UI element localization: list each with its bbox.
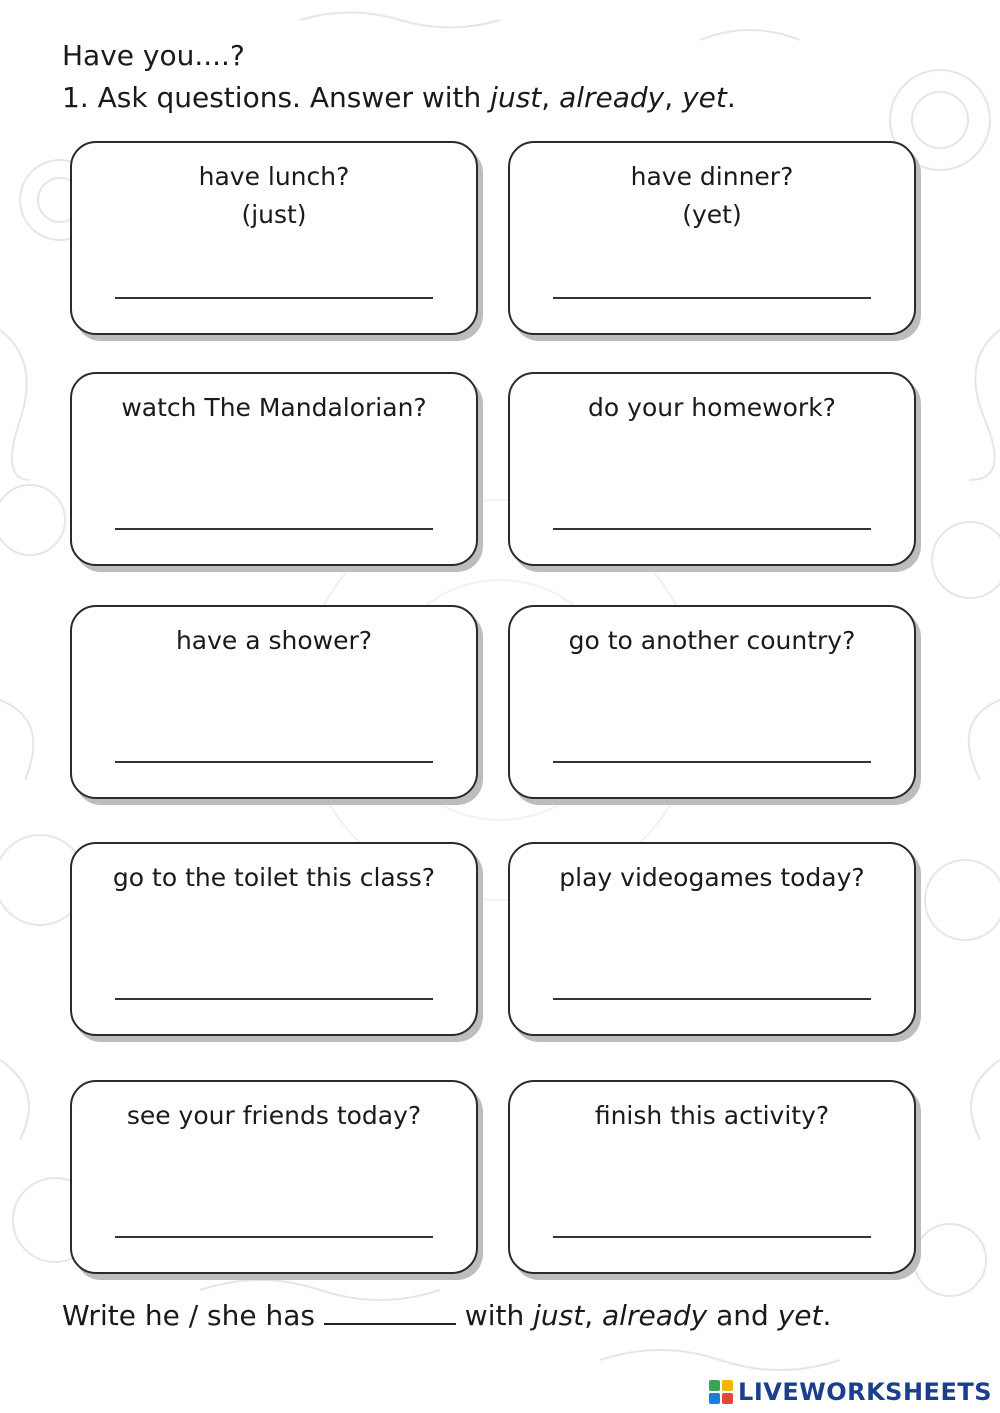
instruction-sep: ,	[541, 81, 560, 114]
answer-line[interactable]	[553, 1236, 871, 1238]
footer-middle: with	[455, 1299, 534, 1332]
card-question: have dinner?	[630, 162, 794, 191]
card-hint: (just)	[241, 200, 307, 229]
question-card	[508, 141, 916, 335]
footer-prefix: Write he / she has	[62, 1299, 324, 1332]
card-question: play videogames today?	[559, 863, 865, 892]
card-question: have a shower?	[175, 626, 373, 655]
question-card	[508, 605, 916, 799]
instruction-word-yet: yet	[682, 81, 727, 114]
footer-and: and	[707, 1299, 778, 1332]
liveworksheets-logo-icon	[708, 1379, 734, 1405]
question-card	[70, 1080, 478, 1274]
card-question: watch The Mandalorian?	[121, 393, 427, 422]
question-card	[70, 372, 478, 566]
instruction-word-just: just	[490, 81, 542, 114]
answer-line[interactable]	[553, 528, 871, 530]
brand-name: LIVEWORKSHEETS	[738, 1378, 992, 1406]
question-card	[70, 141, 478, 335]
answer-line[interactable]	[553, 297, 871, 299]
answer-line[interactable]	[115, 1236, 433, 1238]
instruction-suffix: .	[726, 81, 736, 114]
card-question: have lunch?	[198, 162, 350, 191]
card-question: go to another country?	[568, 626, 856, 655]
question-card	[70, 605, 478, 799]
card-question: go to the toilet this class?	[112, 863, 436, 892]
card-question: finish this activity?	[594, 1101, 830, 1130]
question-card	[508, 1080, 916, 1274]
brand-watermark	[708, 1376, 992, 1408]
footer-suffix: .	[822, 1299, 832, 1332]
answer-line[interactable]	[115, 761, 433, 763]
question-card	[508, 372, 916, 566]
footer-sep: ,	[584, 1299, 603, 1332]
question-card	[70, 842, 478, 1036]
footer-blank[interactable]	[324, 1297, 456, 1325]
answer-line[interactable]	[553, 998, 871, 1000]
answer-line[interactable]	[115, 998, 433, 1000]
instruction-sep: ,	[664, 81, 683, 114]
card-question: see your friends today?	[126, 1101, 422, 1130]
footer-word-just: just	[533, 1299, 585, 1332]
card-question: do your homework?	[588, 393, 836, 422]
answer-line[interactable]	[115, 528, 433, 530]
footer-word-already: already	[602, 1299, 708, 1332]
instruction-line	[62, 78, 736, 118]
instruction-word-already: already	[559, 81, 665, 114]
answer-line[interactable]	[553, 761, 871, 763]
question-card	[508, 842, 916, 1036]
worksheet-title: Have you....?	[62, 39, 245, 72]
card-hint: (yet)	[682, 200, 742, 229]
footer-word-yet: yet	[777, 1299, 823, 1332]
instruction-prefix: 1. Ask questions. Answer with	[62, 81, 491, 114]
footer-instruction	[62, 1296, 831, 1336]
answer-line[interactable]	[115, 297, 433, 299]
